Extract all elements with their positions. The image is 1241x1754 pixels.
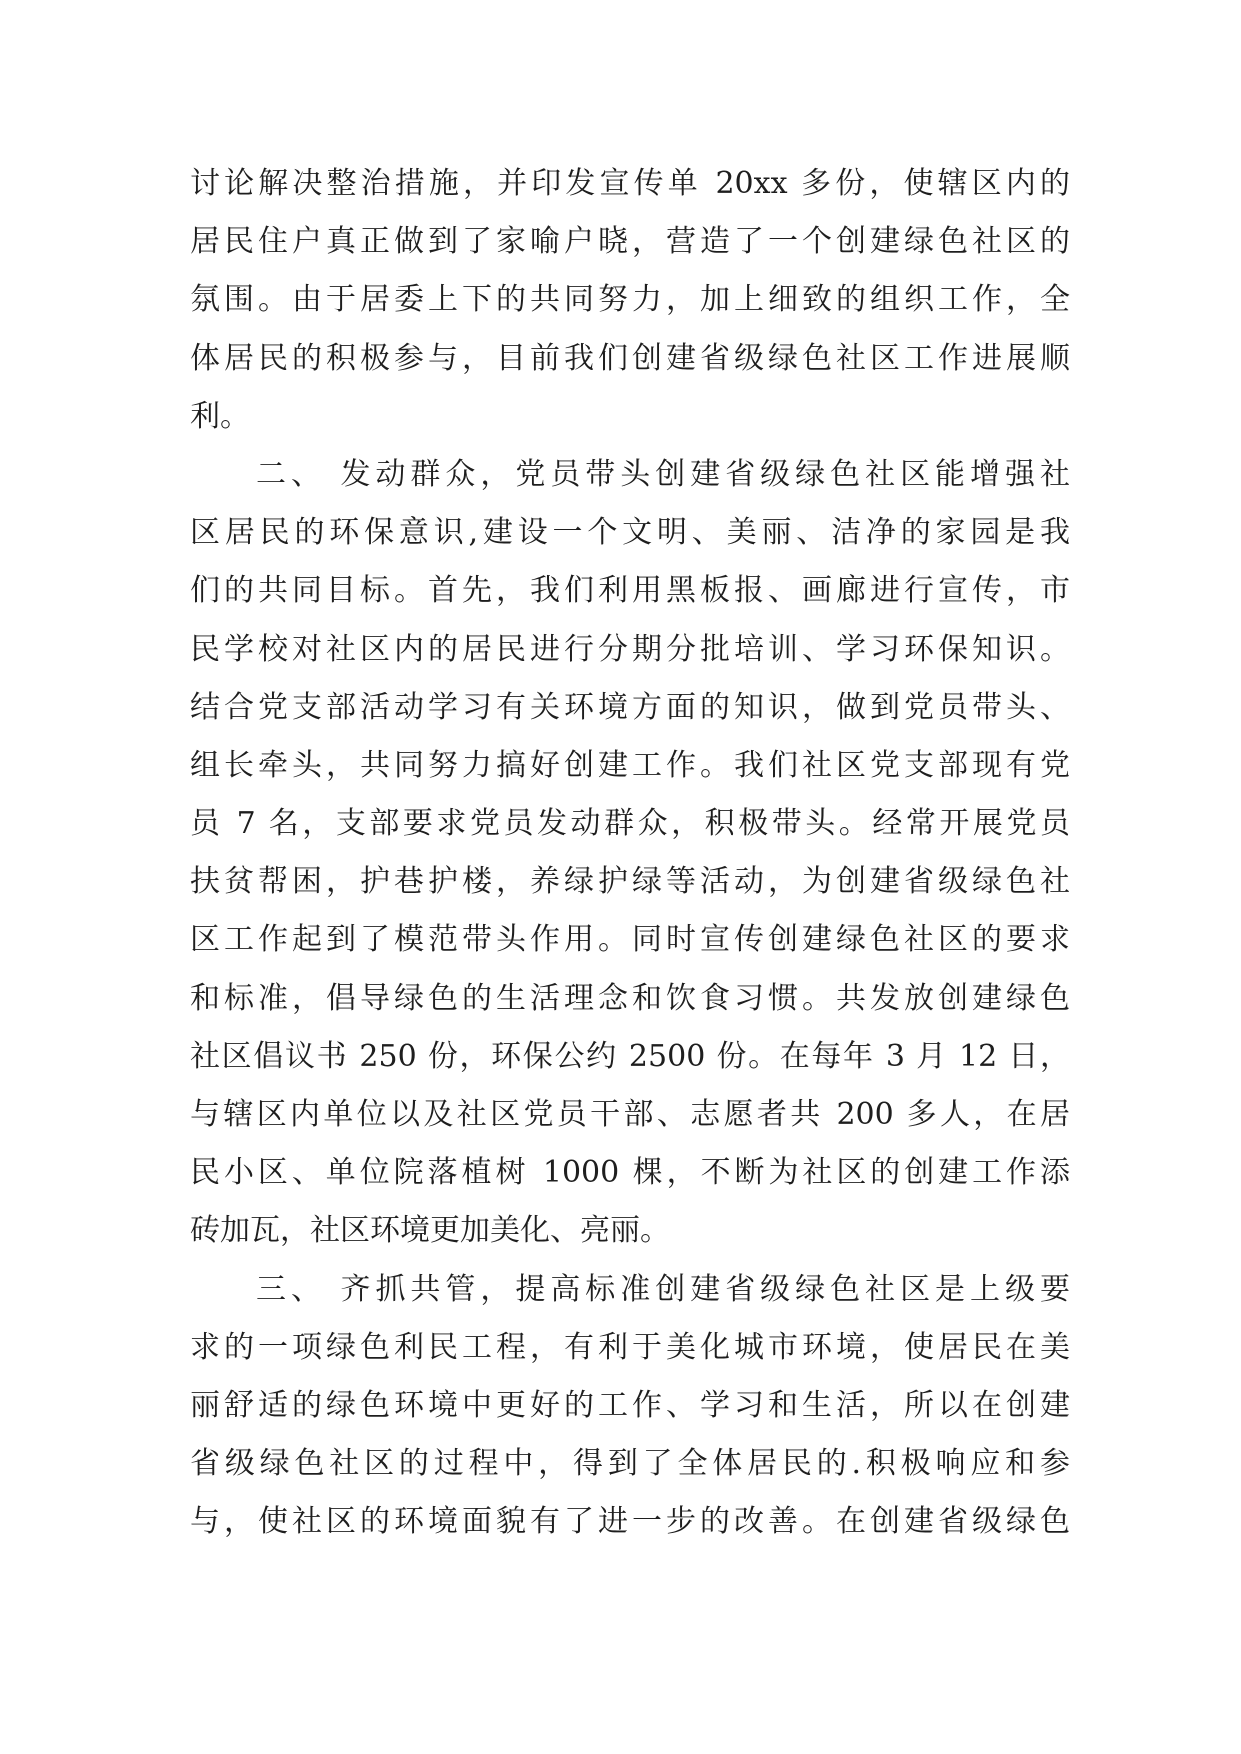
text-line: 砖加瓦，社区环境更加美化、亮丽。: [190, 1213, 670, 1249]
text-line: 居民住户真正做到了家喻户晓，营造了一个创建绿色社区的: [190, 224, 1070, 260]
text-line: 氛围。由于居委上下的共同努力，加上细致的组织工作，全: [190, 282, 1070, 318]
text-line: 扶贫帮困，护巷护楼，养绿护绿等活动，为创建省级绿色社: [190, 864, 1070, 900]
text-line: 社区倡议书 250 份，环保公约 2500 份。在每年 3 月 12 日，: [190, 1038, 1070, 1074]
text-line: 与辖区内单位以及社区党员干部、志愿者共 200 多人，在居: [190, 1097, 1070, 1132]
text-line: 丽舒适的绿色环境中更好的工作、学习和生活，所以在创建: [190, 1387, 1070, 1423]
body-text: [190, 155, 1070, 1552]
text-line: 体居民的积极参与，目前我们创建省级绿色社区工作进展顺: [190, 340, 1070, 376]
text-line: 讨论解决整治措施，并印发宣传单 20xx 多份，使辖区内的: [190, 166, 1070, 201]
text-line: 和标准，倡导绿色的生活理念和饮食习惯。共发放创建绿色: [190, 980, 1070, 1016]
text-line: 利。: [190, 398, 250, 434]
text-line: 省级绿色社区的过程中，得到了全体居民的.积极响应和参: [190, 1446, 1070, 1482]
text-line: 民学校对社区内的居民进行分期分批培训、学习环保知识。: [190, 631, 1070, 667]
text-line: 结合党支部活动学习有关环境方面的知识，做到党员带头、: [190, 689, 1070, 725]
text-line: 组长牵头，共同努力搞好创建工作。我们社区党支部现有党: [190, 747, 1070, 783]
text-line: 二、 发动群众，党员带头创建省级绿色社区能增强社: [256, 456, 1070, 492]
text-line: 区工作起到了模范带头作用。同时宣传创建绿色社区的要求: [190, 922, 1070, 958]
text-line: 与，使社区的环境面貌有了进一步的改善。在创建省级绿色: [190, 1504, 1070, 1540]
text-line: 求的一项绿色利民工程，有利于美化城市环境，使居民在美: [190, 1329, 1070, 1365]
text-line: 三、 齐抓共管，提高标准创建省级绿色社区是上级要: [256, 1271, 1070, 1307]
text-line: 员 7 名，支部要求党员发动群众，积极带头。经常开展党员: [190, 806, 1070, 842]
text-line: 们的共同目标。首先，我们利用黑板报、画廊进行宣传，市: [190, 573, 1070, 609]
text-line: 区居民的环保意识,建设一个文明、美丽、洁净的家园是我: [190, 515, 1070, 551]
text-line: 民小区、单位院落植树 1000 棵，不断为社区的创建工作添: [190, 1155, 1070, 1191]
